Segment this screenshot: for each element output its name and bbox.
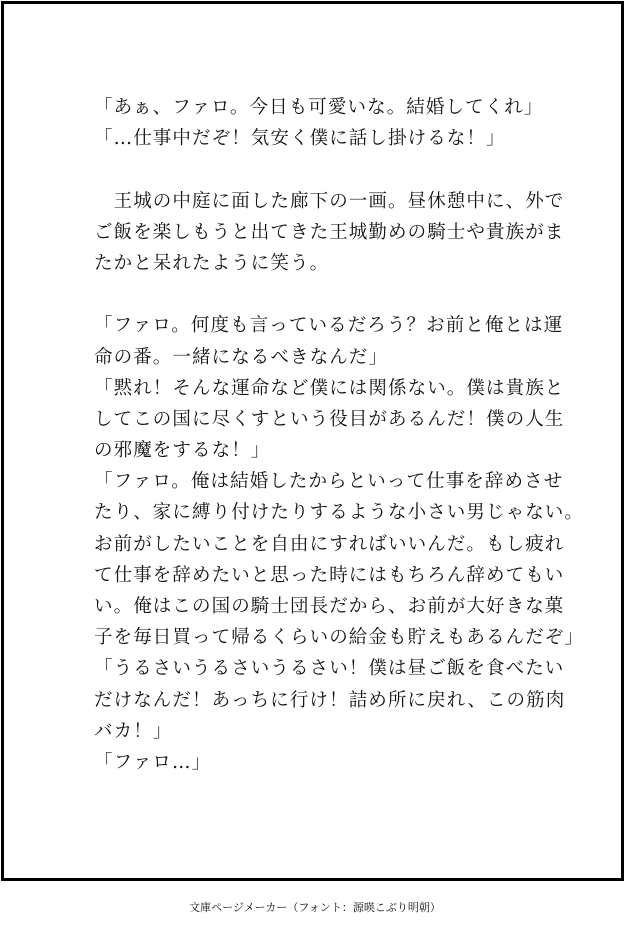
novel-text-block	[94, 92, 585, 778]
text-line: 命の番。一緒になるべきなんだ」	[94, 346, 389, 368]
text-line: たり、家に縛り付けたりするような小さい男じゃない。	[94, 502, 585, 524]
text-line: い。俺はこの国の騎士団長だから、お前が大好きな菓	[94, 596, 565, 617]
text-line: ご飯を楽しもうと出てきた王城勤めの騎士や貴族がま	[94, 221, 565, 243]
text-line: の邪魔をするな！」	[94, 440, 271, 462]
text-line: 王城の中庭に面した廊下の一画。昼休憩中に、外で	[94, 190, 565, 212]
page-frame	[1, 1, 624, 881]
text-line: お前がしたいことを自由にすればいいんだ。もし疲れ	[94, 533, 565, 555]
text-line: 「あぁ、ファロ。今日も可愛いな。結婚してくれ」	[94, 97, 544, 118]
text-line: て仕事を辞めたいと思った時にはもちろん辞めてもい	[94, 564, 565, 586]
text-line: 「ファロ…」	[94, 751, 212, 773]
footer-credit: 文庫ページメーカー（フォント：源暎こぶり明朝）	[189, 901, 441, 914]
text-line: してこの国に尽くすという役目があるんだ！僕の人生	[94, 408, 565, 430]
text-line: 「ファロ。俺は結婚したからといって仕事を辞めさせ	[94, 471, 564, 493]
text-line: 「黙れ！そんな運命など僕には関係ない。僕は貴族と	[94, 377, 565, 399]
text-line: たかと呆れたように笑う。	[94, 252, 330, 274]
text-line: 子を毎日買って帰るくらいの給金も貯えもあるんだぞ」	[94, 627, 585, 649]
text-line: 「うるさいうるさいうるさい！僕は昼ご飯を食べたい	[94, 658, 565, 680]
text-line: バカ！」	[94, 720, 173, 742]
blank-line	[94, 279, 574, 310]
text-line: 「…仕事中だぞ！気安く僕に話し掛けるな！」	[94, 128, 506, 150]
text-line: 「ファロ。何度も言っているだろう？お前と俺とは運	[94, 315, 564, 337]
blank-line	[94, 154, 574, 185]
text-line: だけなんだ！あっちに行け！詰め所に戻れ、この筋肉	[94, 689, 566, 711]
